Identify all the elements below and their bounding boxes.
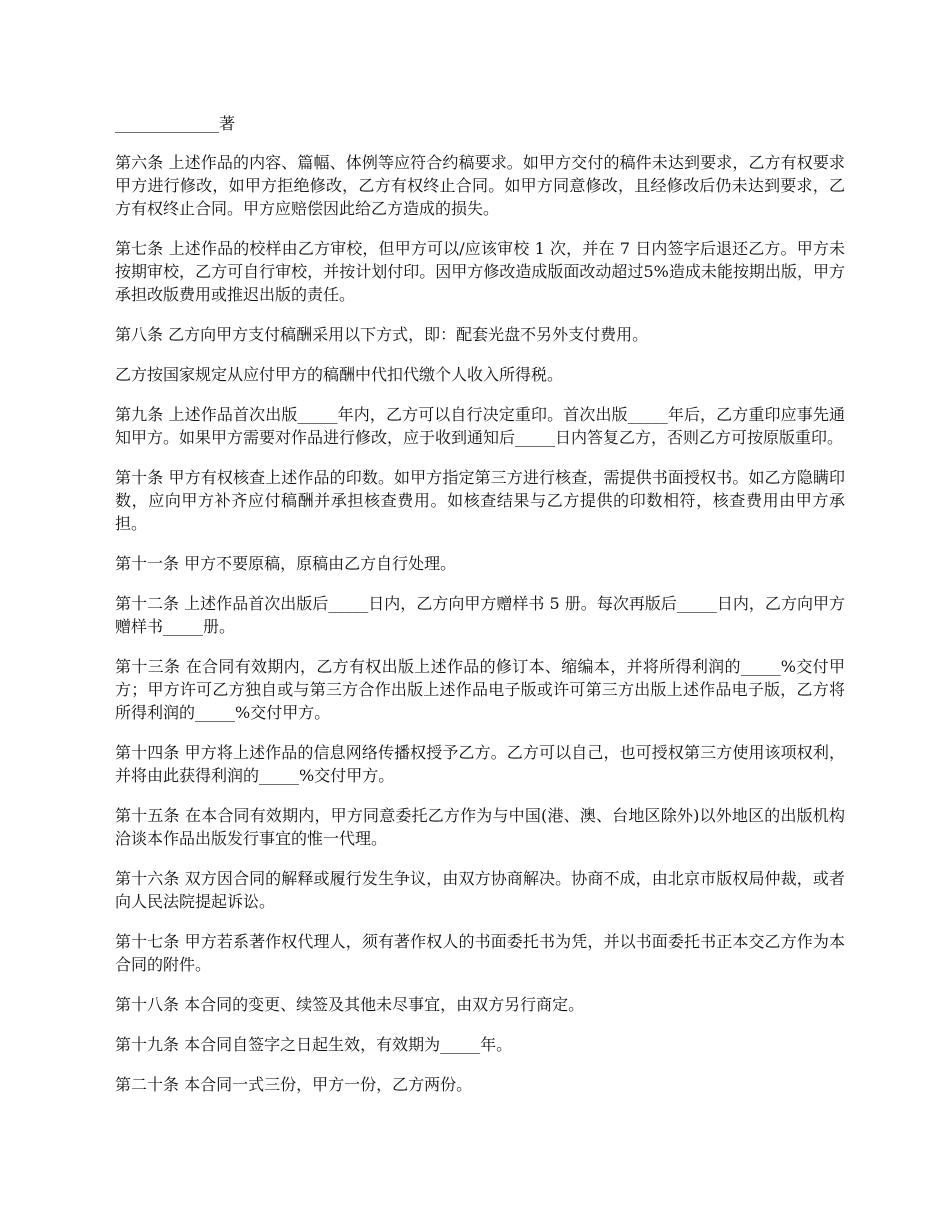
clause-13: 第十三条 在合同有效期内，乙方有权出版上述作品的修订本、缩编本，并将所得利润的_____%交付甲方；甲方许可乙方独自或与第三方合作出版上述作品电子版或许可第三方出版上述作品电子版，乙方将所得利润的_____%交付甲方。 bbox=[115, 657, 845, 722]
clause-8: 第八条 乙方向甲方支付稿酬采用以下方式，即：配套光盘不另外支付费用。 bbox=[115, 325, 649, 344]
author-line: _____________著 bbox=[115, 114, 236, 133]
clause-11: 第十一条 甲方不要原稿，原稿由乙方自行处理。 bbox=[115, 554, 457, 573]
clause-9: 第九条 上述作品首次出版_____年内，乙方可以自行决定重印。首次出版_____年后，乙方重印应事先通知甲方。如果甲方需要对作品进行修改，应于收到通知后_____日内答复乙方，否则乙方可按原版重印。 bbox=[115, 405, 845, 447]
clause-18: 第十八条 本合同的变更、续签及其他未尽事宜，由双方另行商定。 bbox=[115, 995, 585, 1014]
clause-7: 第七条 上述作品的校样由乙方审校，但甲方可以/应该审校 1 次，并在 7 日内签字后退还乙方。甲方未按期审校，乙方可自行审校，并按计划付印。因甲方修改造成版面改动超过5%造成未能按期出版，甲方承担改版费用或推迟出版的责任。 bbox=[115, 239, 845, 304]
clause-12: 第十二条 上述作品首次出版后_____日内，乙方向甲方赠样书 5 册。每次再版后_____日内，乙方向甲方赠样书_____册。 bbox=[115, 594, 845, 636]
clause-16: 第十六条 双方因合同的解释或履行发生争议，由双方协商解决。协商不成，由北京市版权局仲裁，或者向人民法院提起诉讼。 bbox=[115, 869, 845, 911]
clause-17: 第十七条 甲方若系著作权代理人，须有著作权人的书面委托书为凭，并以书面委托书正本交乙方作为本合同的附件。 bbox=[115, 932, 845, 974]
document-body bbox=[115, 112, 845, 1113]
clause-10: 第十条 甲方有权核查上述作品的印数。如甲方指定第三方进行核查，需提供书面授权书。如乙方隐瞒印数，应向甲方补齐应付稿酬并承担核查费用。如核查结果与乙方提供的印数相符，核查费用由甲方承担。 bbox=[115, 468, 845, 533]
clause-19: 第十九条 本合同自签字之日起生效，有效期为_____年。 bbox=[115, 1035, 513, 1054]
clause-6: 第六条 上述作品的内容、篇幅、体例等应符合约稿要求。如甲方交付的稿件未达到要求，乙方有权要求甲方进行修改，如甲方拒绝修改，乙方有权终止合同。如甲方同意修改，且经修改后仍未达到要求，乙方有权终止合同。甲方应赔偿因此给乙方造成的损失。 bbox=[115, 153, 845, 218]
clause-8-tax-note: 乙方按国家规定从应付甲方的稿酬中代扣代缴个人收入所得税。 bbox=[115, 365, 564, 384]
clause-20: 第二十条 本合同一式三份，甲方一份，乙方两份。 bbox=[115, 1075, 473, 1094]
clause-14: 第十四条 甲方将上述作品的信息网络传播权授予乙方。乙方可以自己，也可授权第三方使用该项权利，并将由此获得利润的_____%交付甲方。 bbox=[115, 743, 845, 785]
clause-15: 第十五条 在本合同有效期内，甲方同意委托乙方作为与中国(港、澳、台地区除外)以外地区的出版机构洽谈本作品出版发行事宜的惟一代理。 bbox=[115, 806, 845, 848]
